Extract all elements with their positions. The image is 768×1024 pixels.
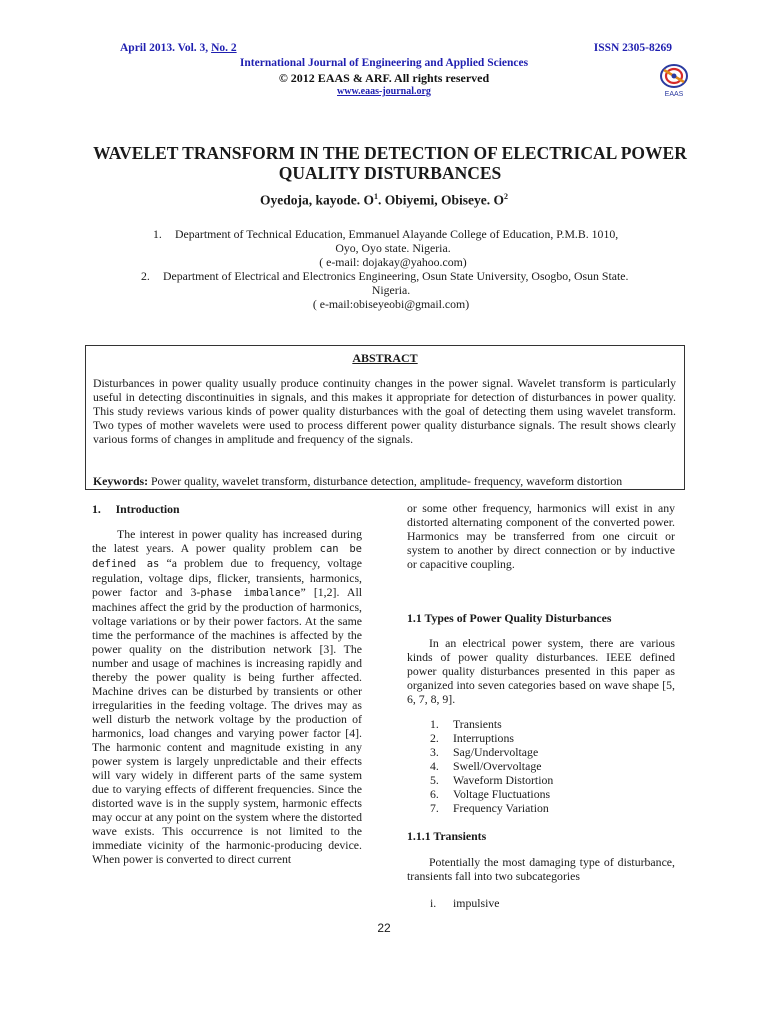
authors: Oyedoja, kayode. $O^1$. Obiyemi, Obiseye. $O^2$: [259, 192, 508, 208]
paper-title: WAVELET TRANSFORM IN THE DETECTION OF ELECTRICAL POWER QUALITY DISTURBANCES: [93, 143, 687, 183]
keywords: Keywords: Power quality, wavelet transform, disturbance detection, amplitude- frequency, waveform distortion: [93, 474, 623, 488]
journal-name: International Journal of Engineering and Applied Sciences: [239, 57, 529, 69]
disturbance-list: [430, 717, 670, 815]
section-heading-types: 1.1 Types of Power Quality Disturbances: [407, 611, 612, 625]
introduction-paragraph: The interest in power quality has increased during the latest years. A power quality problem can be defined as “a problem due to frequency, voltage regulation, voltage dips, flicker, transients, harmonics, power factor and 3-phase imbalance” [1,2]. All machines affect the grid by the production of harmonics, voltage variations or by their power factors. At the same time the performance of the machines is affected by the power quality on the distribution network [3]. The number and usage of machines is increasing rapidly and thereby the power quality is being further affected. Machine drives can be disturbed by transients or other irregularities in the feeding voltage. The drives may as well disturb the network voltage by the production of harmonics, load changes and varying power factor [4]. The harmonic content and magnitude existing in any power system is largely unpredictable and their effects will vary widely in different parts of the same system due to varying effects of different frequencies. Since the distorted wave is in the supply system, harmonic effects may occur at any point on the system where the distorted wave exists. This occurrence is not limited to the immediate vicinity of the harmonic-producing device. When power is converted to direct current: [92, 527, 362, 866]
types-paragraph: In an electrical power system, there are various kinds of power quality disturbances. IEEE defined power quality disturbances presented in this paper as organized into seven categories based on wave shape [5, 6, 7, 8, 9].: [407, 636, 675, 706]
list-item: 5. Waveform Distortion: [430, 773, 554, 787]
abstract-box: [85, 345, 685, 490]
list-item: 6. Voltage Fluctuations: [430, 787, 551, 801]
list-item: 4. Swell/Overvoltage: [430, 759, 542, 773]
copyright: © 2012 EAAS & ARF. All rights reserved: [278, 71, 490, 85]
list-item: 2. Interruptions: [430, 731, 514, 745]
transients-paragraph: Potentially the most damaging type of disturbance, transients fall into two subcategories: [407, 855, 675, 883]
right-continuation-paragraph: or some other frequency, harmonics will exist in any distorted alternating component of the converted power. Harmonics may be transferred from one circuit or system to another by direct connection or by inductive or capacitive coupling.: [407, 501, 675, 571]
issn: ISSN 2305-8269: [593, 42, 672, 54]
section-heading-introduction: 1. Introduction: [92, 502, 180, 516]
list-item: 3. Sag/Undervoltage: [430, 745, 539, 759]
abstract-body: Disturbances in power quality usually produce continuity changes in the power signal. Wavelet transform is particularly useful in detecting discontinuities in signals, and this makes it appropriate for detection of disturbances in power quality. This study reviews various kinds of power quality disturbances with the goal of detecting them using wavelet transform. Two types of mother wavelets were used to process different power quality disturbance signals. The result shows clearly various forms of changes in amplitude and frequency of the signals.: [93, 376, 676, 446]
list-item: 1. Transients: [430, 717, 502, 731]
issue-link[interactable]: No. 2: [211, 42, 237, 54]
affiliation-1: 1. Department of Technical Education, Emmanuel Alayande College of Education, P.M.B. 1010, Oyo, Oyo state. Nigeria. ( e-mail: dojakay@yahoo.com): [153, 227, 619, 269]
section-heading-transients: 1.1.1 Transients: [407, 829, 487, 843]
abstract-heading: ABSTRACT: [352, 351, 418, 365]
affiliation-2: 2. Department of Electrical and Electronics Engineering, Osun State University, Osogbo, Osun State. Nigeria. ( e-mail:obiseyeobi@gmail.com): [141, 269, 629, 311]
logo-text: EAAS: [664, 91, 684, 98]
page-number: 22: [377, 921, 391, 935]
list-item: 7. Frequency Variation: [430, 801, 549, 815]
sub-list-item: i. impulsive: [430, 896, 500, 910]
journal-date-volume: April 2013. Vol. 3, No. 2: [120, 42, 237, 54]
journal-website-link[interactable]: www.eaas-journal.org: [337, 86, 431, 97]
